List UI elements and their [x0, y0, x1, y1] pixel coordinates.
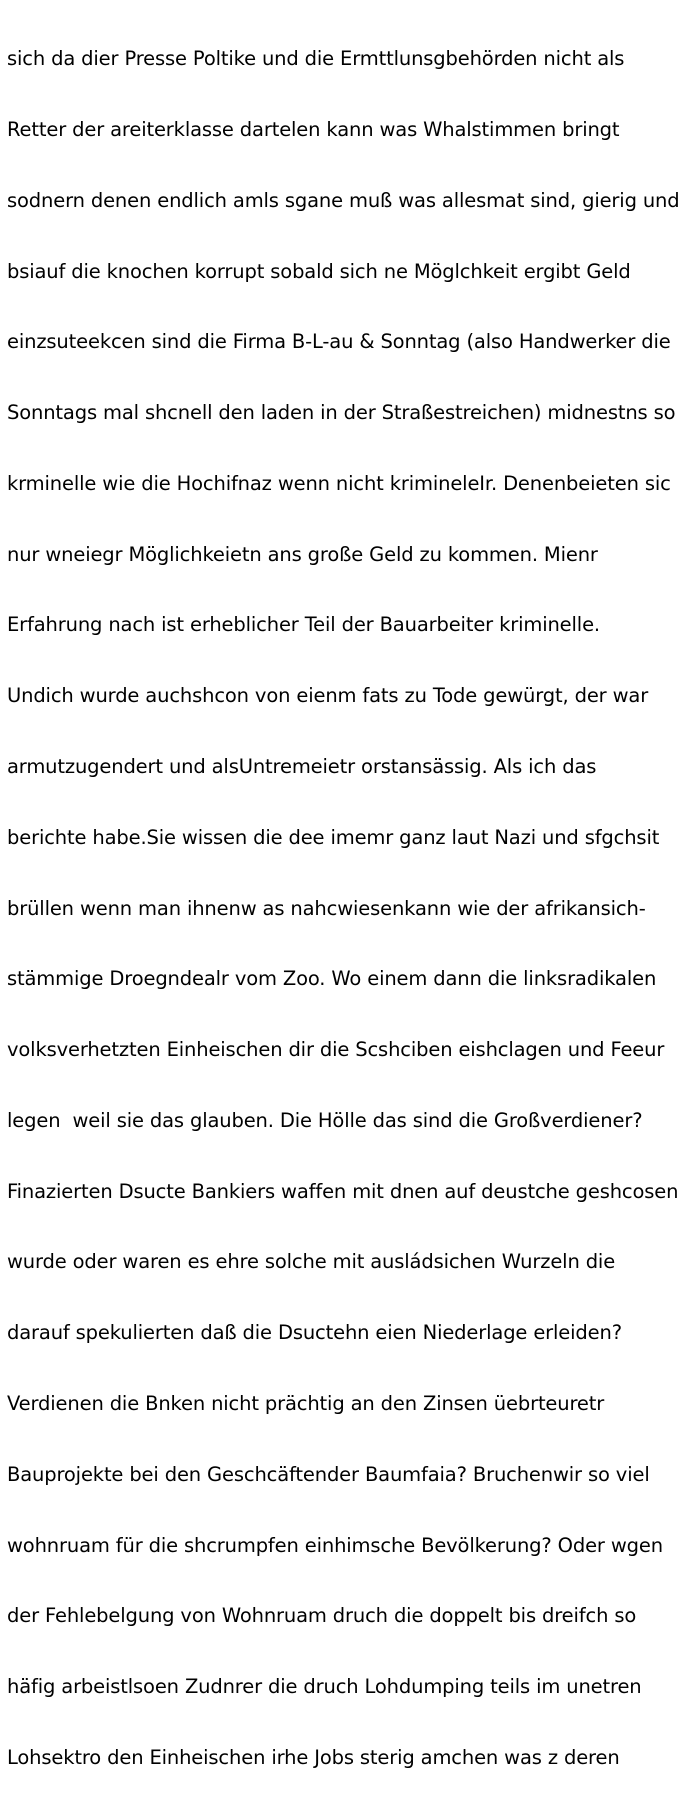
text-line: Sonntags mal shcnell den laden in der Straßestreichen) midnestns so: [7, 401, 676, 425]
text-line: krminelle wie die Hochifnaz wenn nicht krimineleIr. Denenbeieten sic: [7, 471, 671, 495]
text-line: wurde oder waren es ehre solche mit ausládsichen Wurzeln die: [7, 1250, 616, 1274]
text-line: sich da dier Presse Poltike und die Ermttlunsgbehörden nicht als: [7, 47, 625, 71]
text-line: Retter der areiterklasse dartelen kann was Whalstimmen bringt: [7, 117, 620, 141]
text-line: Finazierten Dsucte Bankiers waffen mit dnen auf deustche geshcosen: [7, 1179, 679, 1203]
text-line: sodnern denen endlich amls sgane muß was allesmat sind, gierig und: [7, 188, 680, 212]
text-line: der Fehlebelgung von Wohnruam druch die doppelt bis dreifch so: [7, 1604, 637, 1628]
text-line: Undich wurde auchshcon von eienm fats zu Tode gewürgt, der war: [7, 684, 649, 708]
document-body: [7, 0, 683, 1793]
text-line: häfig arbeistlsoen Zudnrer die druch Lohdumping teils im unetren: [7, 1675, 642, 1699]
text-line: Lohsektro den Einheischen irhe Jobs sterig amchen was z deren: [7, 1745, 620, 1769]
text-line: berichte habe.Sie wissen die dee imemr ganz laut Nazi und sfgchsit: [7, 825, 660, 849]
text-line: wohnruam für die shcrumpfen einhimsche Bevölkerung? Oder wgen: [7, 1533, 663, 1557]
text-line: darauf spekulierten daß die Dsuctehn eien Niederlage erleiden?: [7, 1321, 622, 1345]
text-line: armutzugendert und alsUntremeietr orstansässig. Als ich das: [7, 755, 597, 778]
text-line: brüllen wenn man ihnenw as nahcwiesenkann wie der afrikansich-: [7, 896, 646, 920]
text-line: legen weil sie das glauben. Die Hölle das sind die Großverdiener?: [7, 1108, 643, 1132]
text-line: Verdienen die Bnken nicht prächtig an den Zinsen üebrteuretr: [7, 1392, 605, 1416]
text-line: bsiauf die knochen korrupt sobald sich ne Möglchkeit ergibt Geld: [7, 259, 631, 283]
text-line: Erfahrung nach ist erheblicher Teil der Bauarbeiter kriminelle.: [7, 613, 600, 637]
text-line: nur wneiegr Möglichkeietn ans große Geld zu kommen. Mienr: [7, 542, 598, 566]
text-line: einzsuteekcen sind die Firma B-L-au & Sonntag (also Handwerker die: [7, 330, 671, 354]
text-line: volksverhetzten Einheischen dir die Scshciben eishclagen und Feeur: [7, 1038, 665, 1062]
text-line: stämmige Droegndealr vom Zoo. Wo einem dann die linksradikalen: [7, 967, 657, 991]
text-line: Bauprojekte bei den Geschcäftender Baumfaia? Bruchenwir so viel: [7, 1462, 650, 1486]
